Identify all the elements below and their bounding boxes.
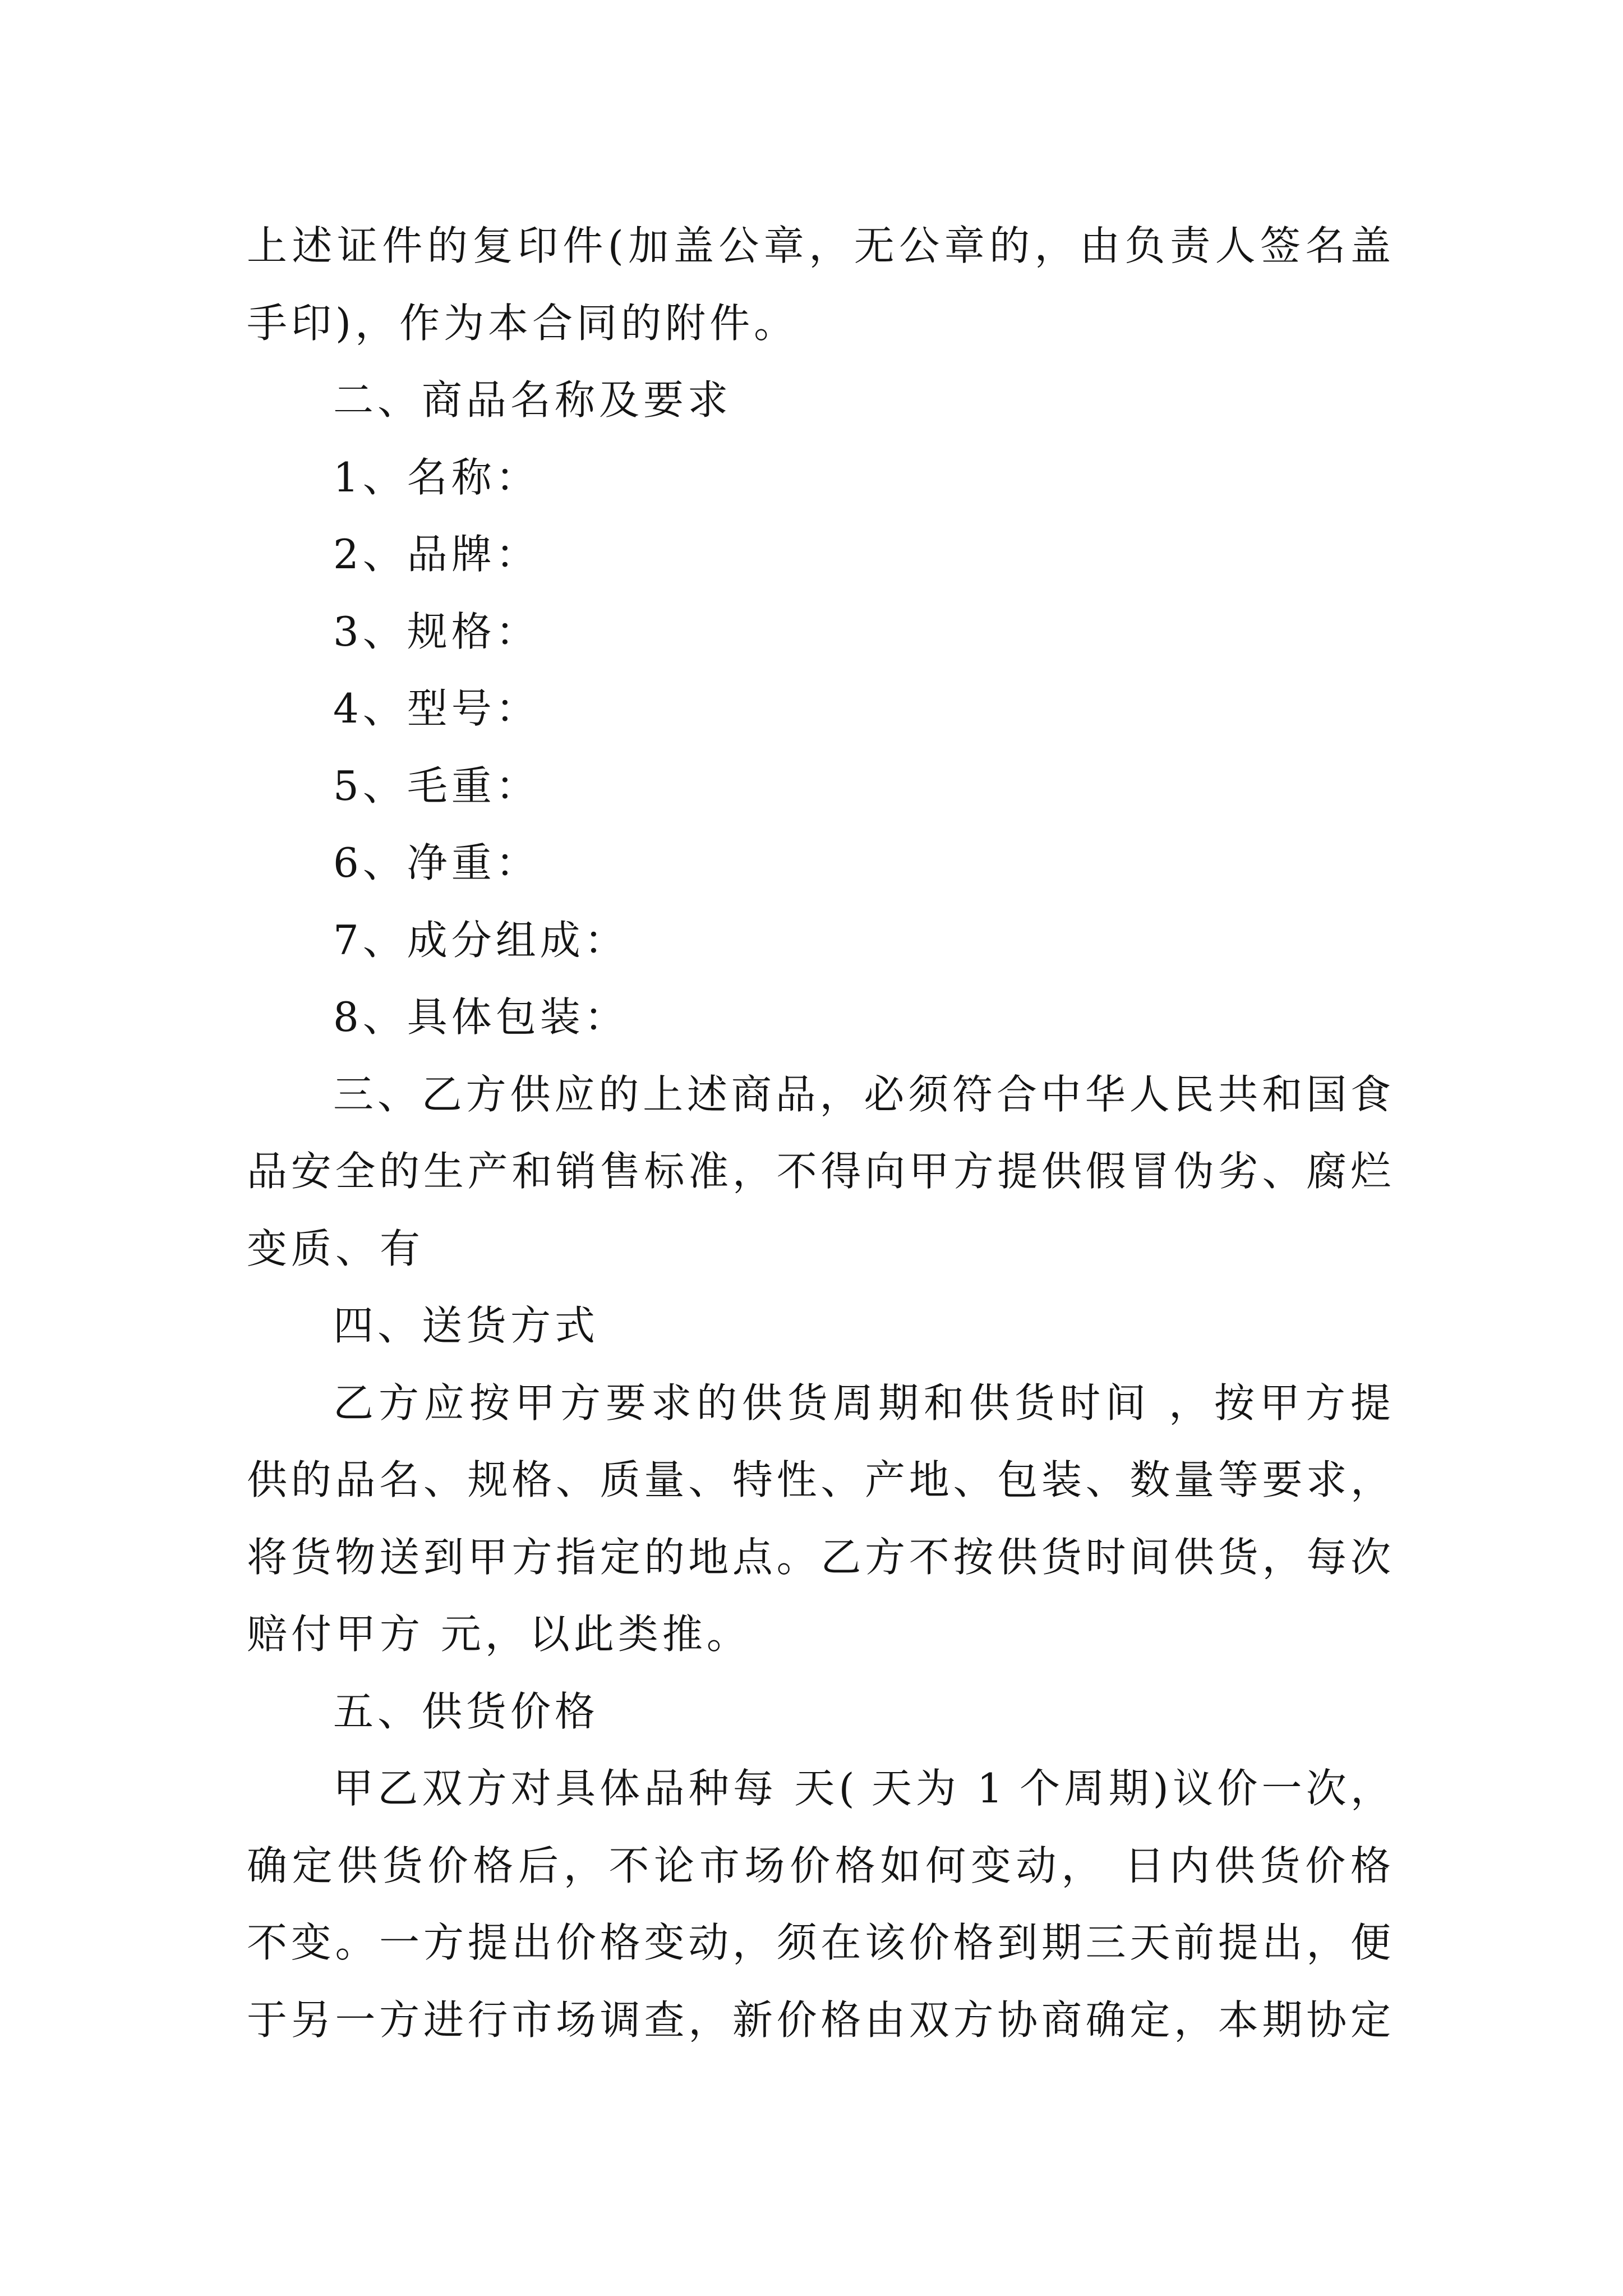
list-item: 3、规格： <box>333 608 540 655</box>
text-line: 赔付甲方 元，以此类推。 <box>247 1611 751 1658</box>
text-line: 不变。一方提出价格变动，须在该价格到期三天前提出，便 <box>247 1919 1391 1966</box>
list-item: 7、成分组成： <box>333 916 629 964</box>
text-line: 品安全的生产和销售标准，不得向甲方提供假冒伪劣、腐烂 <box>247 1148 1391 1195</box>
text-line: 供的品名、规格、质量、特性、产地、包装、数量等要求， <box>247 1456 1391 1503</box>
text-line: 变质、有 <box>247 1225 425 1272</box>
section-heading: 三、乙方供应的上述商品，必须符合中华人民共和国食 <box>333 1070 1391 1118</box>
list-item: 8、具体包装： <box>333 993 629 1041</box>
list-item: 4、型号： <box>333 685 540 732</box>
text-line: 手印)，作为本合同的附件。 <box>247 299 799 347</box>
section-heading: 四、送货方式 <box>333 1302 600 1349</box>
list-item: 2、品牌： <box>333 531 540 578</box>
document-body <box>247 208 1391 2059</box>
text-line: 上述证件的复印件(加盖公章，无公章的，由负责人签名盖 <box>247 222 1391 269</box>
text-line: 将货物送到甲方指定的地点。乙方不按供货时间供货，每次 <box>247 1533 1391 1581</box>
text-line: 甲乙双方对具体品种每 天( 天为 1 个周期)议价一次， <box>333 1765 1391 1812</box>
list-item: 6、净重： <box>333 839 540 886</box>
section-heading: 二、商品名称及要求 <box>333 376 732 424</box>
list-item: 1、名称： <box>333 453 540 501</box>
list-item: 5、毛重： <box>333 762 540 809</box>
text-line: 确定供货价格后，不论市场价格如何变动， 日内供货价格 <box>247 1842 1391 1889</box>
section-heading: 五、供货价格 <box>333 1687 600 1735</box>
text-line: 乙方应按甲方要求的供货周期和供货时间 ，按甲方提 <box>333 1379 1391 1427</box>
text-line: 于另一方进行市场调查，新价格由双方协商确定，本期协定 <box>247 1996 1391 2044</box>
